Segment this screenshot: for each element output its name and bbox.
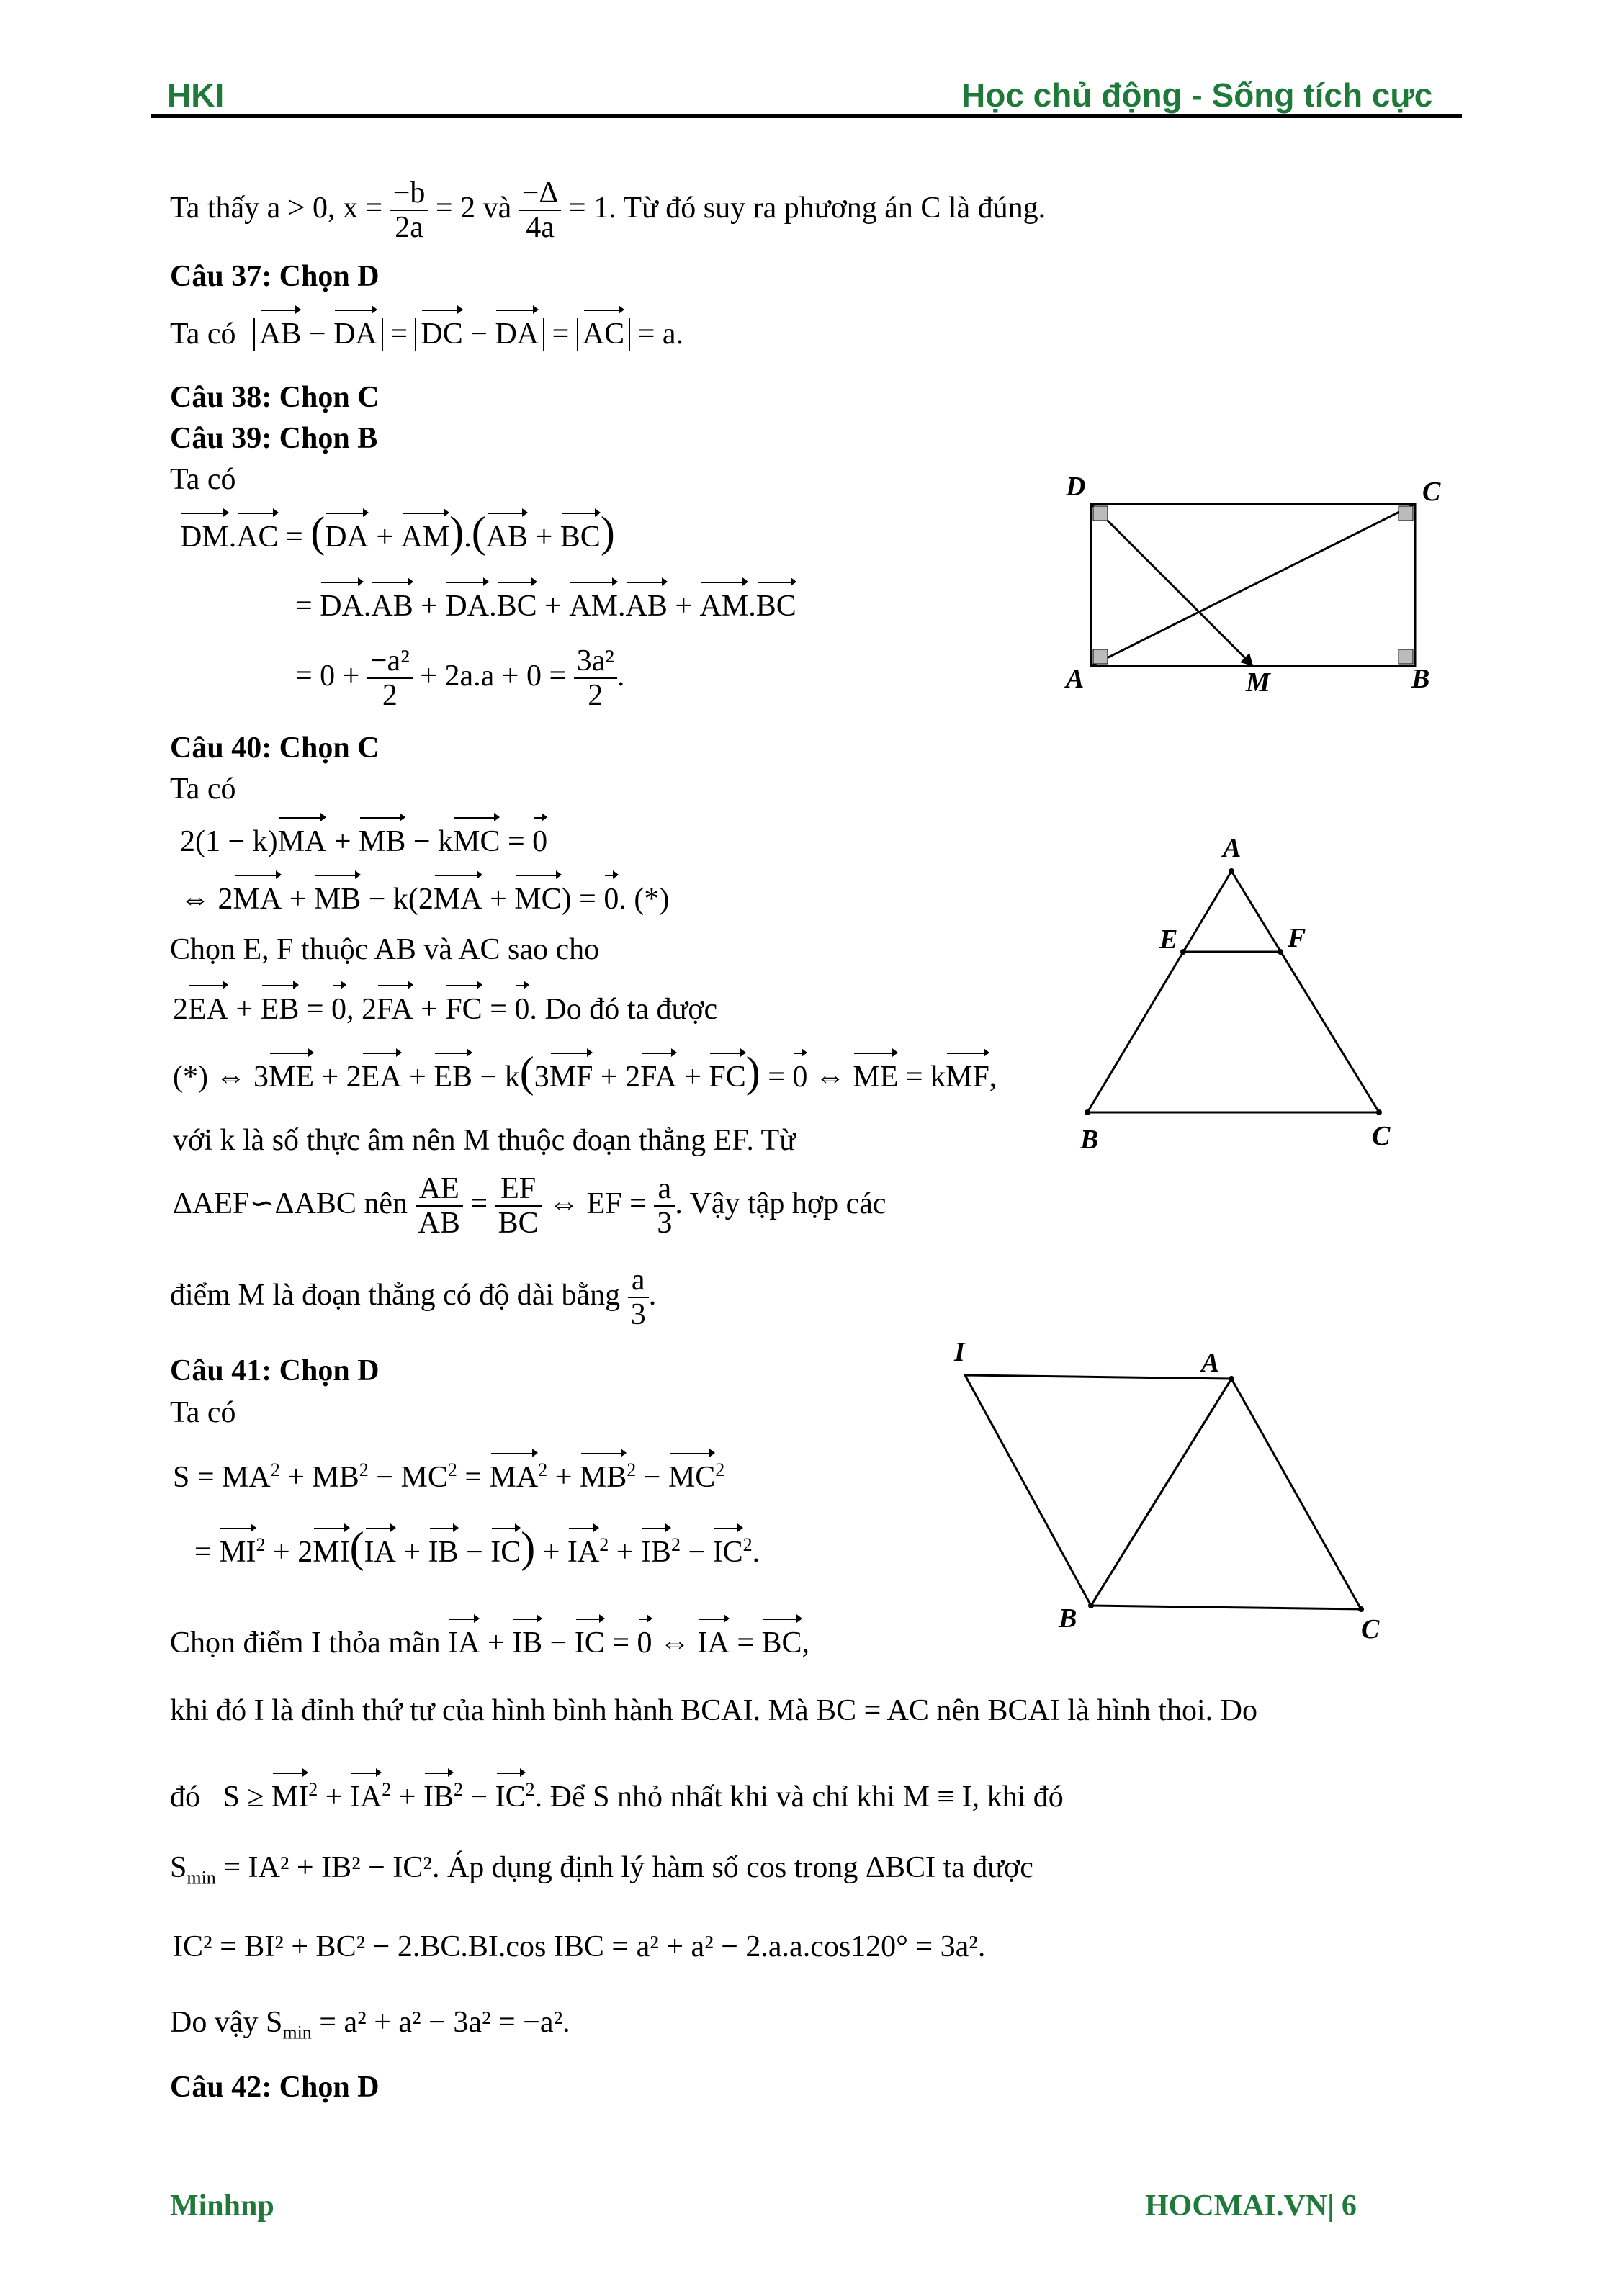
fraction bbox=[416, 1172, 463, 1240]
fraction bbox=[654, 1172, 675, 1240]
num: a bbox=[654, 1172, 675, 1207]
text: đó bbox=[170, 1780, 200, 1814]
den: 3 bbox=[630, 1298, 646, 1332]
q41-intro: Ta có bbox=[170, 1396, 236, 1429]
footer-left: Minhnp bbox=[170, 2189, 274, 2223]
fraction bbox=[495, 1172, 542, 1240]
point-a bbox=[1229, 868, 1234, 874]
label-i: I bbox=[954, 1337, 965, 1367]
q40-intro: Ta có bbox=[170, 773, 236, 806]
label-e: E bbox=[1159, 924, 1178, 955]
text: = 2 và bbox=[435, 191, 512, 225]
num: AE bbox=[416, 1172, 463, 1207]
right-angle-b bbox=[1399, 649, 1413, 664]
num: EF bbox=[495, 1172, 542, 1207]
point-e bbox=[1180, 949, 1186, 955]
text: ⇔ EF = bbox=[549, 1187, 647, 1220]
q39-eq1: DM.AC = (DA + AM).(AB + BC) bbox=[180, 508, 615, 556]
triangle-figure bbox=[1066, 824, 1455, 1177]
footer-right: HOCMAI.VN| 6 bbox=[1145, 2189, 1357, 2223]
text: = 1. Từ đó suy ra phương án C là đúng. bbox=[568, 191, 1046, 225]
question-38-heading: Câu 38: Chọn C bbox=[170, 381, 380, 414]
point-b bbox=[1088, 1603, 1094, 1608]
text: = IA² + IB² − IC². Áp dụng định lý hàm số cos trong ΔBCI ta được bbox=[223, 1851, 1033, 1884]
point-f bbox=[1278, 949, 1283, 955]
subscript: min bbox=[282, 2022, 312, 2043]
q40-with: với k là số thực âm nên M thuộc đoạn thẳng EF. Từ bbox=[173, 1124, 796, 1157]
point-a bbox=[1229, 1376, 1234, 1382]
den: 3 bbox=[657, 1207, 673, 1241]
den: 2a bbox=[395, 211, 423, 245]
q41-p5 bbox=[170, 2005, 570, 2043]
text: Ta thấy a > 0, x = bbox=[170, 191, 383, 225]
q40-similar: ΔAEF∽ΔABC nên $\frac{AE}{AB}$ = $\frac{EF}{BC}$ ⇔ EF = $\frac{a}{3}$ . Vậy tập hợp các bbox=[173, 1172, 886, 1241]
triangle-abc bbox=[1091, 1379, 1361, 1609]
question-42-heading: Câu 42: Chọn D bbox=[170, 2071, 380, 2104]
right-angle-c bbox=[1399, 506, 1413, 521]
q41-choose: Chọn điểm I thỏa mãn IA + IB − IC = 0 ⇔ IA = BC, bbox=[170, 1619, 809, 1660]
label-b: B bbox=[1080, 1125, 1099, 1155]
text: S bbox=[170, 1851, 187, 1884]
label-c: C bbox=[1422, 477, 1441, 507]
text: . Để S nhỏ nhất khi và chỉ khi M ≡ I, khi đó bbox=[534, 1780, 1064, 1814]
triangle-iab bbox=[965, 1375, 1231, 1606]
q41-p1: khi đó I là đỉnh thứ tư của hình bình hành BCAI. Mà BC = AC nên BCAI là hình thoi. Do bbox=[170, 1694, 1257, 1727]
q39-eq3: = 0 + $\frac{\text{−a²}}{2}$ + 2a.a + 0 = $\frac{\text{3a²}}{2}$ . bbox=[295, 644, 625, 713]
den: 4a bbox=[526, 211, 555, 245]
header-right: Học chủ động - Sống tích cực bbox=[961, 76, 1433, 114]
text: + 2a.a + 0 = bbox=[420, 659, 567, 693]
label-b: B bbox=[1411, 664, 1430, 694]
q41-eq2: = $MI^2 + 2MI(IA$ + IB − $IC) + IA^2 + IB^2 - IC^2$. bbox=[194, 1523, 760, 1571]
segment-dm bbox=[1091, 504, 1253, 666]
q40-last: điểm M là đoạn thẳng có độ dài bằng $\frac{a}{3}$ . bbox=[170, 1264, 657, 1332]
fraction bbox=[390, 176, 428, 244]
header-left: HKI bbox=[167, 76, 225, 114]
q37-equation: Ta có AB − DA = DC − DA = AC = a. bbox=[170, 310, 683, 351]
fraction bbox=[628, 1264, 649, 1331]
intro-line bbox=[170, 176, 1046, 244]
subscript: min bbox=[187, 1867, 216, 1888]
text: Ta có bbox=[170, 318, 236, 351]
q39-eq2: = DA.AB + DA.BC + AM.AB + AM.BC bbox=[295, 582, 796, 623]
num: −b bbox=[390, 176, 428, 211]
num: −Δ bbox=[519, 176, 562, 211]
text: = a² + a² − 3a² = −a². bbox=[319, 2006, 570, 2039]
label-a: A bbox=[1066, 664, 1085, 694]
right-angle-d bbox=[1093, 506, 1108, 521]
label-m: M bbox=[1246, 667, 1270, 698]
q41-eq1: $S = MA^2 + MB^2 - MC^2 = MA^2 + MB^2 - MC^2$ bbox=[173, 1453, 724, 1495]
triangle-abc bbox=[1087, 871, 1379, 1112]
den: 2 bbox=[588, 679, 603, 713]
text: điểm M là đoạn thẳng có độ dài bằng bbox=[170, 1278, 621, 1312]
q40-eq4: (*) ⇔ 3ME + 2EA + EB − k(3MF + 2FA + FC) = 0 ⇔ ME = kMF, bbox=[173, 1048, 997, 1096]
num: 3a² bbox=[574, 644, 617, 679]
text: 2(1 − k) bbox=[180, 825, 278, 858]
q41-p2: đó $S \ge MI^2 + IA^2 + IB^2 - IC^2$. Để S nhỏ nhất khi và chỉ khi M ≡ I, khi đó bbox=[170, 1773, 1064, 1814]
question-41-heading: Câu 41: Chọn D bbox=[170, 1354, 380, 1387]
diagonal-ac bbox=[1091, 504, 1415, 666]
label-c: C bbox=[1361, 1614, 1380, 1644]
q40-eq3: 2EA + EB = 0, 2FA + FC = 0. Do đó ta được bbox=[173, 985, 717, 1027]
den: AB bbox=[418, 1207, 460, 1241]
text: . Vậy tập hợp các bbox=[675, 1187, 886, 1220]
den: 2 bbox=[382, 679, 398, 713]
text: Do đó ta được bbox=[544, 993, 718, 1026]
fraction bbox=[519, 176, 562, 244]
num: a bbox=[628, 1264, 649, 1298]
point-b bbox=[1085, 1109, 1090, 1115]
text: = 0 + bbox=[295, 659, 360, 693]
den: BC bbox=[498, 1207, 539, 1241]
question-39-heading: Câu 39: Chọn B bbox=[170, 422, 378, 455]
q41-p3 bbox=[170, 1850, 1033, 1888]
q39-intro: Ta có bbox=[170, 463, 236, 496]
point-c bbox=[1376, 1109, 1382, 1115]
label-a: A bbox=[1201, 1348, 1220, 1378]
label-f: F bbox=[1288, 923, 1306, 953]
q40-eq1: 2(1 − k)MA + MB − kMC = 0 bbox=[180, 817, 547, 859]
rectangle-figure bbox=[1051, 468, 1455, 706]
text: Chọn điểm I thỏa mãn bbox=[170, 1626, 441, 1660]
q40-eq2: ⇔ 2MA + MB − k(2MA + MC) = 0. (*) bbox=[180, 875, 669, 917]
label-c: C bbox=[1372, 1121, 1391, 1151]
right-angle-a bbox=[1093, 649, 1108, 664]
rhombus-figure bbox=[929, 1321, 1433, 1652]
text: Do vậy S bbox=[170, 2006, 283, 2039]
label-b: B bbox=[1059, 1603, 1077, 1634]
question-37-heading: Câu 37: Chọn D bbox=[170, 260, 380, 293]
text: ΔAEF∽ΔABC nên bbox=[173, 1187, 408, 1220]
q40-choose: Chọn E, F thuộc AB và AC sao cho bbox=[170, 933, 600, 966]
header-rule bbox=[151, 114, 1462, 118]
question-40-heading: Câu 40: Chọn C bbox=[170, 731, 380, 765]
label-d: D bbox=[1066, 472, 1086, 502]
fraction bbox=[574, 644, 617, 712]
fraction bbox=[367, 644, 413, 712]
point-c bbox=[1358, 1606, 1364, 1612]
label-a: A bbox=[1223, 833, 1242, 863]
num: −a² bbox=[367, 644, 413, 679]
q41-p4: IC² = BI² + BC² − 2.BC.BI.cos IBC = a² + a² − 2.a.a.cos120° = 3a². bbox=[173, 1930, 986, 1963]
